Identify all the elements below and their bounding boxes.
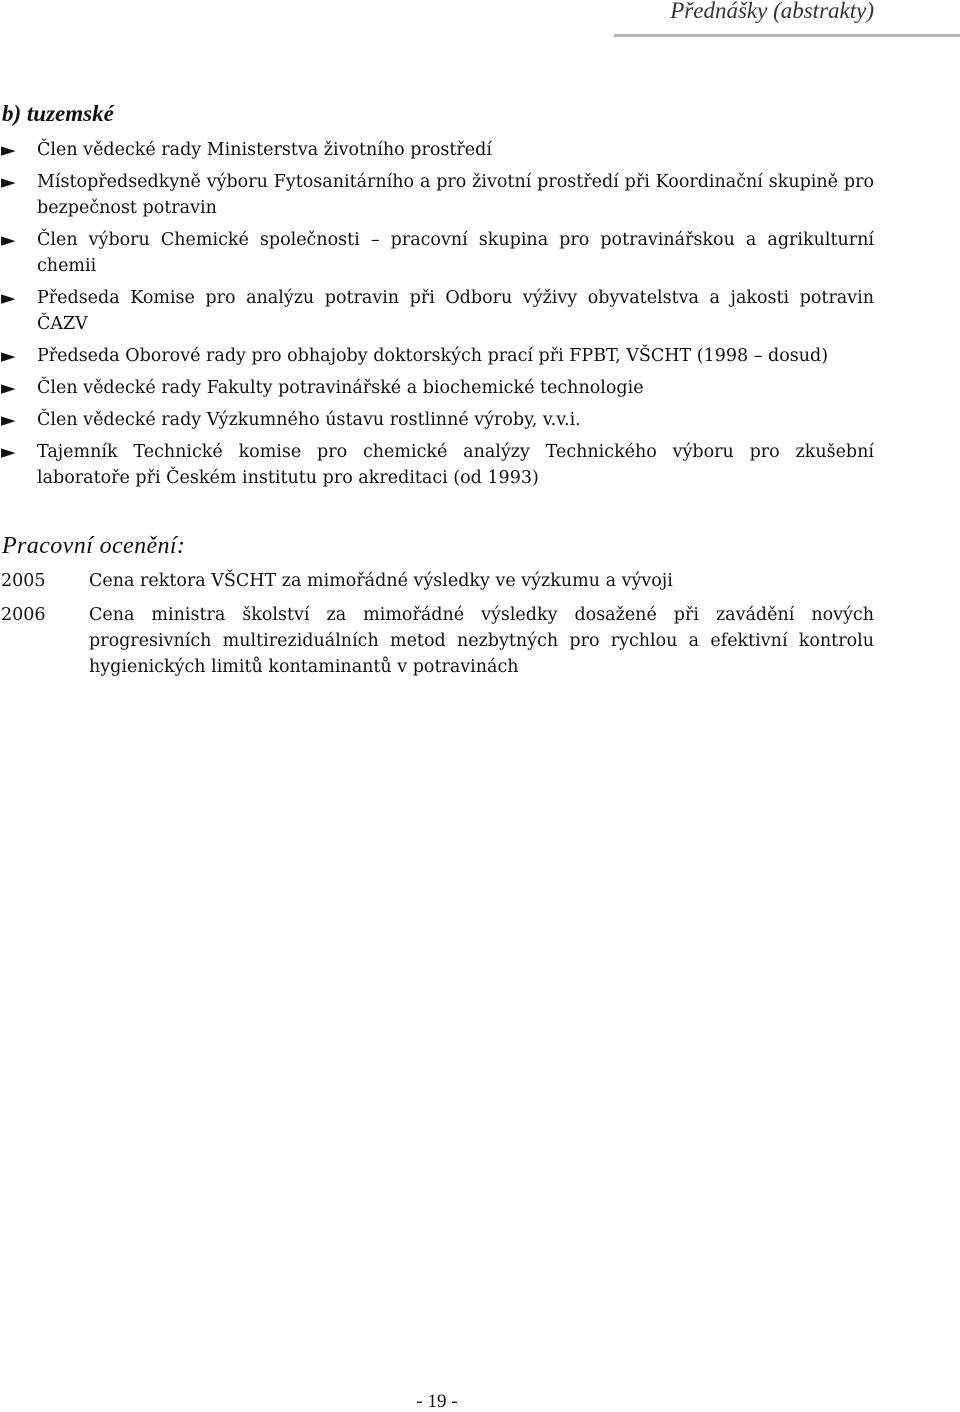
list-item-text: Tajemník Technické komise pro chemické analýzy Technického výboru pro zkušební laboratoře při Českém institutu pro akreditaci (od 1993) [37, 442, 874, 488]
triangle-bullet-icon: ► [1, 409, 16, 431]
awards-list [0, 568, 874, 688]
list-item [0, 439, 874, 491]
list-item-text: Člen vědecké rady Výzkumného ústavu rostlinné výroby, v.v.i. [37, 410, 581, 430]
list-item [0, 343, 874, 369]
triangle-bullet-icon: ► [1, 171, 16, 193]
triangle-bullet-icon: ► [1, 139, 16, 161]
triangle-bullet-icon: ► [1, 287, 16, 309]
list-item-text: Člen výboru Chemické společnosti – pracovní skupina pro potravinářskou a agrikulturní chemii [37, 230, 874, 276]
award-year: 2005 [1, 571, 46, 591]
triangle-bullet-icon: ► [1, 345, 16, 367]
list-item [0, 407, 874, 433]
award-row [0, 602, 874, 680]
list-item-text: Člen vědecké rady Fakulty potravinářské a biochemické technologie [37, 378, 644, 398]
award-year: 2006 [1, 605, 46, 625]
page-number: - 19 - [416, 1391, 458, 1412]
triangle-bullet-icon: ► [1, 441, 16, 463]
page-header [614, 0, 960, 37]
list-item [0, 375, 874, 401]
domestic-heading: b) tuzemské [2, 101, 114, 126]
awards-heading: Pracovní ocenění: [2, 533, 186, 559]
list-item [0, 169, 874, 221]
list-item-text: Místopředsedkyně výboru Fytosanitárního a pro životní prostředí při Koordinační skupině pro bezpečnost potravin [37, 172, 874, 218]
list-item-text: Předseda Komise pro analýzu potravin při Odboru výživy obyvatelstva a jakosti potravin ČAZV [37, 288, 874, 334]
list-item [0, 227, 874, 279]
award-row [0, 568, 874, 594]
award-text: Cena ministra školství za mimořádné výsledky dosažené při zavádění nových progresivních multireziduálních metod nezbytných pro rychlou a efektivní kontrolu hygienických limitů kontaminantů v potravinách [89, 605, 874, 677]
triangle-bullet-icon: ► [1, 377, 16, 399]
list-item [0, 285, 874, 337]
triangle-bullet-icon: ► [1, 229, 16, 251]
domestic-list [0, 137, 874, 497]
list-item-text: Předseda Oborové rady pro obhajoby doktorských prací při FPBT, VŠCHT (1998 – dosud) [37, 346, 829, 366]
header-title: Přednášky (abstrakty) [670, 0, 874, 23]
list-item [0, 137, 874, 163]
list-item-text: Člen vědecké rady Ministerstva životního prostředí [37, 140, 492, 160]
award-text: Cena rektora VŠCHT za mimořádné výsledky ve výzkumu a vývoji [89, 571, 673, 591]
